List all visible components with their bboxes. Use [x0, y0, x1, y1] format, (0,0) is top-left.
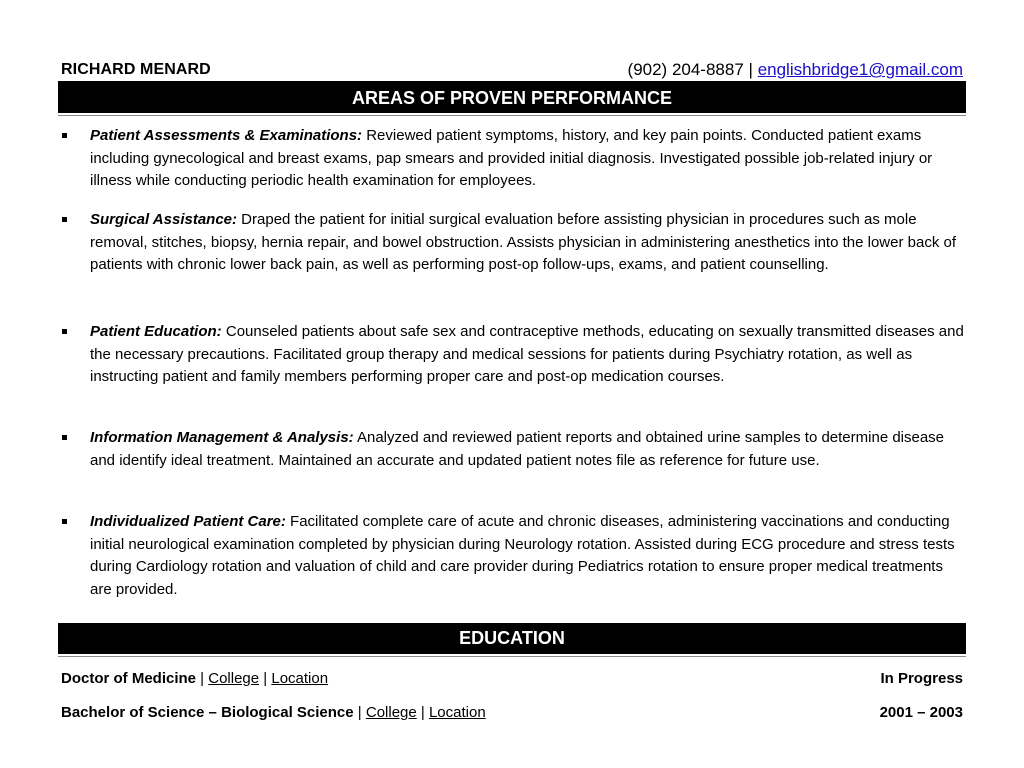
contact-info — [628, 60, 963, 80]
bullet-marker — [62, 435, 67, 440]
email-link[interactable]: englishbridge1@gmail.com — [757, 60, 963, 79]
education-separator: | — [259, 670, 272, 687]
education-row — [58, 670, 966, 692]
education-entry — [61, 670, 328, 687]
phone-number: (902) 204-8887 — [627, 60, 744, 79]
candidate-name: RICHARD MENARD — [61, 61, 211, 78]
education-row — [58, 704, 966, 726]
education-status: 2001 – 2003 — [879, 704, 963, 721]
list-item-text — [90, 125, 966, 193]
list-item-lead: Individualized Patient Care: — [90, 513, 286, 530]
list-item-lead: Patient Education: — [90, 323, 222, 340]
list-item-text — [90, 427, 966, 472]
list-item-text — [90, 511, 966, 601]
list-item-text — [90, 321, 966, 389]
education-status: In Progress — [880, 670, 963, 687]
education-separator: | — [416, 704, 429, 721]
contact-separator: | — [748, 60, 753, 79]
location-link[interactable]: Location — [428, 704, 486, 721]
education-separator: | — [353, 704, 366, 721]
college-link[interactable]: College — [208, 670, 260, 687]
list-item-lead: Patient Assessments & Examinations: — [90, 127, 363, 144]
bullet-marker — [62, 217, 67, 222]
section-header-performance — [58, 83, 966, 113]
location-link[interactable]: Location — [271, 670, 329, 687]
college-link[interactable]: College — [365, 704, 417, 721]
education-separator: | — [196, 670, 209, 687]
list-item-body: Draped the patient for initial surgical evaluation before assisting physician in procedures such as mole removal, stitches, biopsy, hernia repair, and bowel obstruction. Assists physician in administering anesthetics into the lower back of patients with chronic lower back pain, as well as performing post-op follow-ups, exams, and patient counselling. — [90, 211, 956, 273]
list-item-lead: Information Management & Analysis: — [90, 429, 354, 446]
list-item-text — [90, 209, 966, 277]
list-item-lead: Surgical Assistance: — [90, 211, 238, 228]
section-header-education — [58, 623, 966, 654]
bullet-marker — [62, 133, 67, 138]
list-item-body: Counseled patients about safe sex and contraceptive methods, educating on sexually transmitted diseases and the necessary precautions. Facilitated group therapy and medical sessions for patients during Psychiatry rotation, as well as instructing patient and family members performing proper care and post-op medication courses. — [90, 323, 964, 385]
degree-name: Doctor of Medicine — [61, 670, 197, 687]
list-item-body: Facilitated complete care of acute and chronic diseases, administering vaccinations and conducting initial neurological examination completed by physician during Neurology rotation. Assisted during ECG procedure and stress tests during Cardiology rotation and valuation of child and care provider during Pediatrics rotation to ensure proper medical treatments are provided. — [90, 513, 955, 598]
section-title-performance: AREAS OF PROVEN PERFORMANCE — [351, 88, 673, 108]
resume-header — [58, 61, 966, 83]
degree-name: Bachelor of Science – Biological Science — [61, 704, 354, 721]
education-entry — [61, 704, 486, 721]
list-item-body: Analyzed and reviewed patient reports and obtained urine samples to determine disease and identify ideal treatment. Maintained an accurate and updated patient notes file as reference for future use. — [90, 429, 945, 469]
bullet-marker — [62, 329, 67, 334]
section-title-education: EDUCATION — [459, 628, 565, 648]
bullet-marker — [62, 519, 67, 524]
list-item-body: Reviewed patient symptoms, history, and key pain points. Conducted patient exams including gynecological and breast exams, pap smears and provided initial diagnosis. Investigated possible job-related injury or illness while conducting periodic health examination for employees. — [90, 127, 933, 189]
